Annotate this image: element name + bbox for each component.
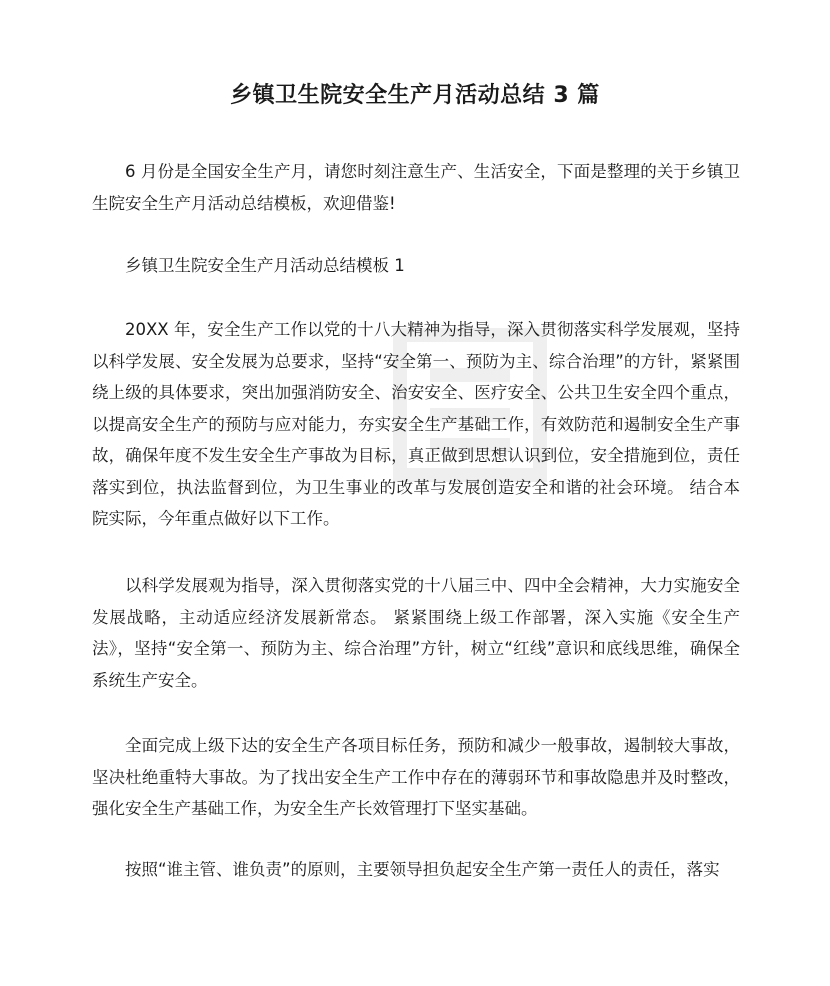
- paragraph-body-1: 20XX 年，安全生产工作以党的十八大精神为指导，深入贯彻落实科学发展观，坚持以科学发展、安全发展为总要求，坚持“安全第一、预防为主、综合治理”的方针，紧紧围绕上级的具体要求，突出加强消防安全、治安安全、医疗安全、公共卫生安全四个重点，以提高安全生产的预防与应对能力，夯实安全生产基础工作，有效防范和遏制安全生产事故，确保年度不发生安全生产事故为目标，真正做到思想认识到位，安全措施到位，责任落实到位，执法监督到位，为卫生事业的改革与发展创造安全和谐的社会环境。 结合本院实际，今年重点做好以下工作。: [92, 320, 740, 528]
- paragraph-body-4: 按照“谁主管、谁负责”的原则，主要领导担负起安全生产第一责任人的责任，落实: [125, 860, 720, 879]
- paragraph-subheading: 乡镇卫生院安全生产月活动总结模板 1: [125, 256, 405, 275]
- document-title: 乡镇卫生院安全生产月活动总结 3 篇: [230, 83, 600, 108]
- paragraph-body-3: 全面完成上级下达的安全生产各项目标任务，预防和减少一般事故，遏制较大事故，坚决杜绝重特大事故。为了找出安全生产工作中存在的薄弱环节和事故隐患并及时整改，强化安全生产基础工作，为安全生产长效管理打下坚实基础。: [92, 736, 740, 818]
- paragraph-intro: 6 月份是全国安全生产月，请您时刻注意生产、生活安全，下面是整理的关于乡镇卫生院安全生产月活动总结模板，欢迎借鉴!: [92, 162, 740, 213]
- paragraph-body-2: 以科学发展观为指导，深入贯彻落实党的十八届三中、四中全会精神，大力实施安全发展战略，主动适应经济发展新常态。 紧紧围绕上级工作部署，深入实施《安全生产法》，坚持“安全第一、预防为主、综合治理”方针，树立“红线”意识和底线思维，确保全系统生产安全。: [92, 576, 740, 690]
